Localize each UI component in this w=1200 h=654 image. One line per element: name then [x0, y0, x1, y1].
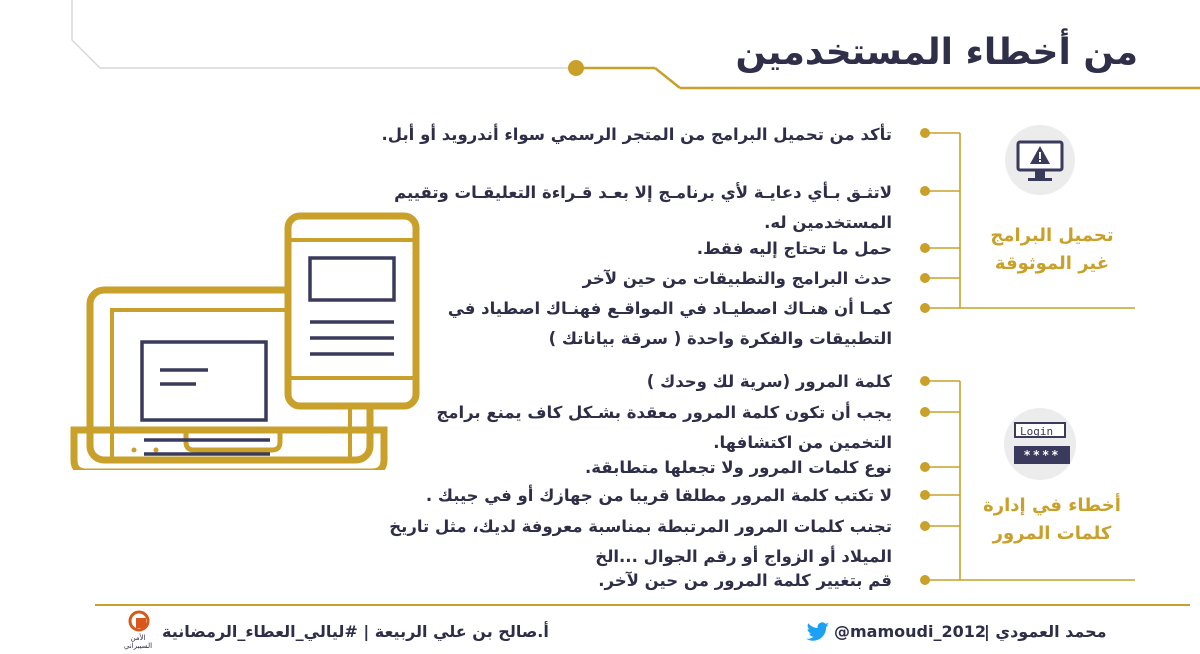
devices-illustration-icon [60, 210, 420, 470]
list-item: كلمة المرور (سرية لك وحدك ) [646, 372, 892, 391]
login-field: Login [1014, 422, 1066, 438]
twitter-bird-icon[interactable] [806, 622, 830, 642]
list-item: تجنب كلمات المرور المرتبطة بمناسبة معروفة لديك، مثل تاريخ الميلاد أو الزواج أو رقم الجوال ...الخ [389, 517, 892, 566]
list-item: نوع كلمات المرور ولا تجعلها متطابقة. [585, 458, 892, 477]
list-item: حدث البرامج والتطبيقات من حين لآخر [582, 269, 892, 288]
list-item: قم بتغيير كلمة المرور من حين لآخر. [598, 571, 892, 590]
page-title: من أخطاء المستخدمين [735, 32, 1138, 73]
twitter-handle[interactable]: @mamoudi_2012 [834, 622, 986, 641]
password-field: **** [1014, 446, 1070, 464]
title-bullet [568, 60, 584, 76]
author-name: محمد العمودي | [984, 622, 1107, 641]
list-item: كمـا أن هنـاك اصطيـاد في المواقـع فهنـاك اصطياد في التطبيقات والفكرة واحدة ( سرقة بياناتك ) [447, 299, 892, 348]
category-line: كلمات المرور [992, 523, 1112, 544]
list-item: لاتثـق بـأي دعايـة لأي برنامـج إلا بعـد قـراءة التعليقـات وتقييم المستخدمين له. [394, 183, 892, 232]
footer-divider [95, 604, 1190, 606]
list-item: تأكد من تحميل البرامج من المتجر الرسمي سواء أندرويد أو أبل. [381, 125, 892, 144]
logo-text: الأمن السيبراني [123, 634, 153, 650]
category-title-password-mistakes [982, 492, 1122, 548]
category-line: غير الموثوقة [994, 253, 1110, 274]
list-item: لا تكتب كلمة المرور مطلقا قريبا من جهازك أو في جيبك . [425, 486, 892, 505]
cyber-logo-icon [128, 610, 150, 632]
list-item: يجب أن تكون كلمة المرور معقدة بشـكل كاف يمنع برامج التخمين من اكتشافها. [436, 403, 892, 452]
list-item: حمل ما تحتاج إليه فقط. [696, 239, 892, 258]
category-line: تحميل البرامج [990, 225, 1114, 246]
footer-left-text: أ.صالح بن علي الربيعة | #ليالي_العطاء_الرمضانية [162, 622, 549, 641]
category-title-untrusted-apps [982, 222, 1122, 278]
login-password-icon [1004, 408, 1076, 480]
category-line: أخطاء في إدارة [983, 495, 1121, 516]
monitor-warning-icon [1004, 124, 1076, 196]
